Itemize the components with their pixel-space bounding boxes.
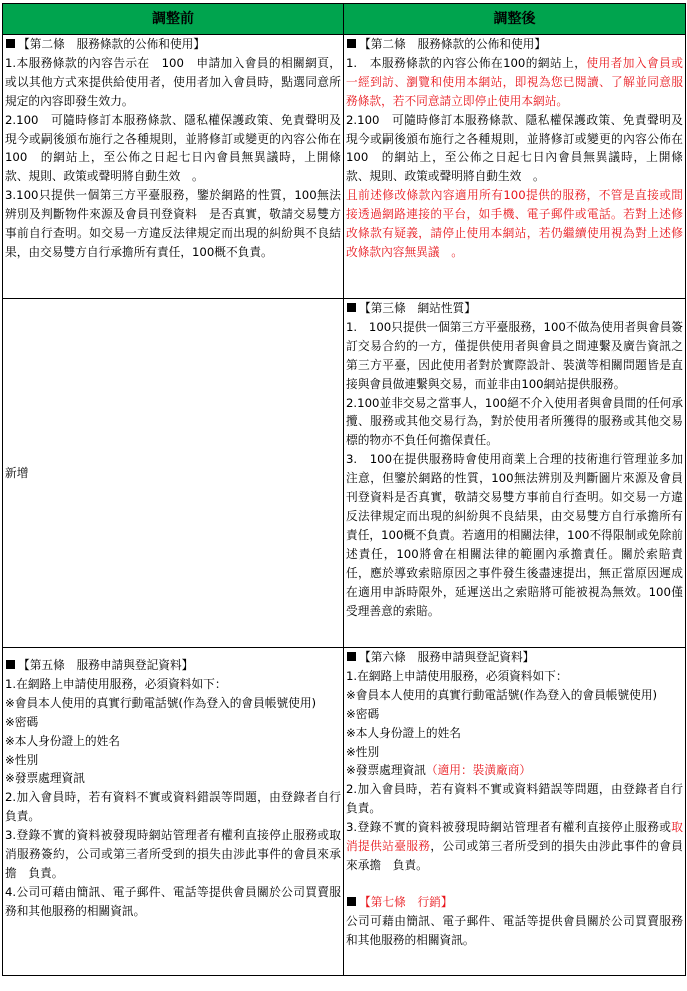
- row2-after-p3: 3. 100在提供服務時會使用商業上合理的技術進行管理並多加注意，但鑒於網路的性質，100無法辨別及判斷圖片來源及會員刊登資料是否真實，敬請交易雙方事前自行查明。如交易一方違反法律規定而出現的糾紛與不良結果，由交易雙方自行承擔所有責任，100概不負責。若適用的相關法律，100不得限制或免除前述責任，100將會在相關法律的範圍內承擔責任。關於索賠責任，應於導致索賠原因之事件發生後盡速提出，無正當原因遲成在適用申訴時限外，延遲送出之索賠將可能被視為無效。100僅受理善意的索賠。: [346, 452, 683, 618]
- row3-before-l8: 3.登錄不實的資料被發現時網站管理者有權利直接停止服務或取消服務簽約，公司或第三者所受到的損失由涉此事件的會員來承擔 負責。: [5, 828, 341, 880]
- row1-before-p3: 3.100只提供一個第三方平臺服務，鑒於網路的性質，100無法辨別及判斷物件來源及會員刊登資料 是否真實，敬請交易雙方事前自行查明。如交易一方違反法律規定而出現的糾紛與不良結果，由交易雙方自行承擔所有責任，100概不負責。: [5, 188, 341, 259]
- row3-before-l7: 2.加入會員時，若有資料不實或資料錯誤等問題，由登錄者自行負責。: [5, 790, 341, 824]
- row3-after-l8-highlight: 取消提供站臺服務: [346, 820, 683, 854]
- row3-after-cell: [344, 648, 686, 976]
- row3-after-l6: ※發票處理資訊: [346, 763, 426, 778]
- square-bullet-icon: [347, 39, 356, 48]
- row1-after-heading: 【第二條 服務條款的公佈和使用】: [359, 37, 547, 51]
- row1-after-p1: 1. 本服務條款的內容公佈在100的網站上，: [346, 55, 587, 70]
- row2-before-cell: [3, 299, 344, 648]
- row3-before-l2: ※會員本人使用的真實行動電話號(作為登入的會員帳號使用): [5, 695, 317, 710]
- square-bullet-icon: [347, 303, 356, 312]
- row3-after-heading: 【第六條 服務申請與登記資料】: [359, 650, 535, 664]
- row1-before-p2: 2.100 可隨時修訂本服務條款、隱私權保護政策、免責聲明及現今或嗣後頒布施行之各種規則，並將修訂或變更的內容公佈在 100 的網站上，至公佈之日起七日內會員無異議時，上開條款、規則、政策或聲明將自動生效 。: [5, 112, 341, 184]
- row3-before-l9: 4.公司可藉由簡訊、電子郵件、電話等提供會員關於公司買賣服務和其他服務的相關資訊。: [5, 884, 341, 918]
- row3-after-l9: 公司可藉由簡訊、電子郵件、電話等提供會員關於公司買賣服務和其他服務的相關資訊。: [346, 913, 683, 947]
- row2-after-p2: 2.100並非交易之當事人，100絕不介入使用者與會員間的任何承攬、服務或其他交易行為，對於使用者所獲得的服務或其他交易標的物亦不負任何擔保責任。: [346, 395, 683, 448]
- row1-after-p2: 2.100 可隨時修訂本服務條款、隱私權保護政策、免責聲明及現今或嗣後頒布施行之各種規則，並將修訂或變更的內容公佈在 100 的網站上，至公佈之日起七日內會員無異議時，上開條款、規則、政策或聲明將自動生效 。: [346, 112, 683, 184]
- row3-before-l1: 1.在網路上申請使用服務，必須資料如下：: [5, 676, 227, 691]
- row2-before-new-label: 新增: [5, 465, 29, 480]
- row1-after-p1-highlight: 使用者加入會員或一經到訪、瀏覽和使用本網站，即視為您已閱讀、了解並同意服務條款，若不同意請立即停止使用本網站。: [346, 55, 683, 108]
- row3-after-l3: ※密碼: [346, 706, 380, 721]
- row3-before-l6: ※發票處理資訊: [5, 771, 85, 786]
- row1-before-cell: [3, 35, 344, 299]
- row3-before-l5: ※性別: [5, 752, 39, 767]
- row-article-5: [3, 648, 686, 976]
- row1-after-cell: [344, 35, 686, 299]
- header-before: 調整前: [3, 4, 344, 35]
- row3-after-l8: 3.登錄不實的資料被發現時網站管理者有權利直接停止服務或: [346, 820, 672, 835]
- row1-after-p3-highlight: 且前述修改條款內容適用所有100提供的服務，不管是直接或間接透過網路連接的平台，如手機、電子郵件或電話。若對上述修改條款有疑義，請停止使用本網站，若仍繼續使用視為對上述修改條款內容無異議 。: [346, 188, 683, 259]
- row2-after-p1: 1. 100只提供一個第三方平臺服務，100不做為使用者與會員簽訂交易合約的一方，僅提供使用者與會員之間連繫及廣告資訊之第三方平臺，因此使用者對於實際設計、裝潢等相關問題皆是直接與會員做連繫與交易，而並非由100網站提供服務。: [346, 319, 683, 391]
- row3-before-l4: ※本人身份證上的姓名: [5, 733, 120, 748]
- square-bullet-icon: [347, 652, 356, 661]
- row3-after-l8-tail: ，公司或第三者所受到的損失由涉此事件的會員來承擔 負責。: [346, 839, 683, 872]
- square-bullet-icon: [6, 660, 15, 669]
- comparison-table: [2, 3, 686, 976]
- row2-after-heading: 【第三條 網站性質】: [359, 301, 476, 315]
- row3-before-cell: [3, 648, 344, 976]
- row2-after-cell: [344, 299, 686, 648]
- header-after: 調整後: [344, 4, 686, 35]
- row3-after-l5: ※性別: [346, 744, 380, 759]
- row3-after-l7: 2.加入會員時，若有資料不實或資料錯誤等問題，由登錄者自行負責。: [346, 782, 683, 816]
- square-bullet-icon: [6, 39, 15, 48]
- row1-before-p1: 1.本服務條款的內容告示在 100 申請加入會員的相關網頁，或以其他方式來提供給使用者，使用者加入會員時，點選同意所規定的內容即發生效力。: [5, 55, 341, 108]
- row1-before-heading: 【第二條 服務條款的公佈和使用】: [18, 37, 206, 51]
- row3-after-l6-highlight: （適用：裝潢廠商）: [425, 763, 532, 778]
- row-article-3: [3, 299, 686, 648]
- row3-after-l1: 1.在網路上申請使用服務，必須資料如下：: [346, 668, 568, 683]
- row3-after-l2: ※會員本人使用的真實行動電話號(作為登入的會員帳號使用): [346, 687, 658, 702]
- square-bullet-icon: [347, 897, 356, 906]
- row3-after-heading2: 【第七條 行銷】: [359, 894, 453, 909]
- row-article-2: [3, 35, 686, 299]
- row3-before-l3: ※密碼: [5, 714, 39, 729]
- header-row: [3, 4, 686, 35]
- row3-before-heading: 【第五條 服務申請與登記資料】: [18, 658, 194, 672]
- row3-after-l4: ※本人身份證上的姓名: [346, 725, 461, 740]
